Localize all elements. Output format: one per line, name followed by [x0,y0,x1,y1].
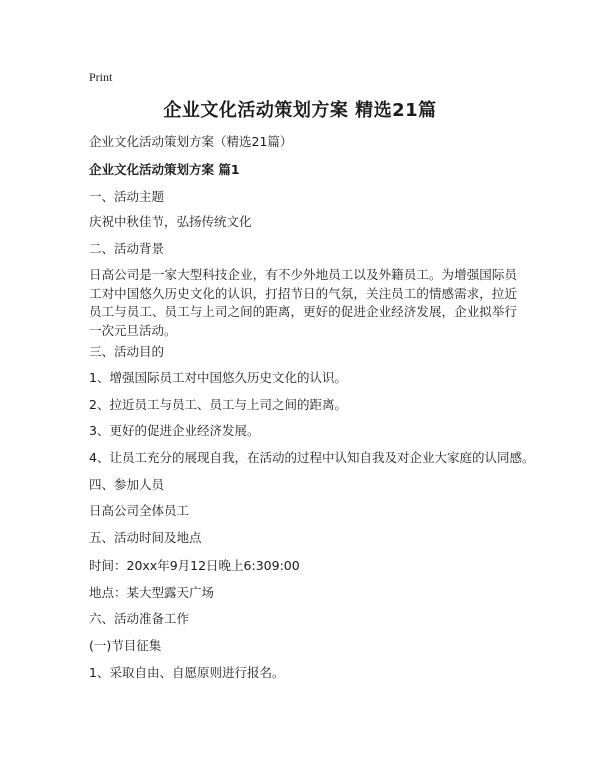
activity-theme-heading: 一、活动主题 [89,189,165,204]
document-subtitle: 企业文化活动策划方案（精选21篇） [89,134,293,149]
activity-purpose-heading: 三、活动目的 [89,344,165,359]
activity-background-text: 日高公司是一家大型科技企业，有不少外地员工以及外籍员工。为增强国际员工对中国悠久历史文化的认识，打招节日的气氛，关注员工的情感需求，拉近员工与员工、员工与上司之间的距离，更好的促进企业经济发展，企业拟举行一次元旦活动。 [89,267,517,338]
document-title: 企业文化活动策划方案 精选21篇 [163,100,437,121]
activity-place: 地点：某大型露天广场 [89,585,215,600]
purpose-item-3: 3、更好的促进企业经济发展。 [89,423,260,438]
participants-text: 日高公司全体员工 [89,503,190,518]
activity-time: 时间：20xx年9月12日晚上6:309:00 [89,558,300,573]
purpose-item-4: 4、让员工充分的展现自我，在活动的过程中认知自我及对企业大家庭的认同感。 [89,450,535,465]
section-heading: 企业文化活动策划方案 篇1 [89,162,240,177]
print-label: Print [89,70,113,84]
program-collection-heading: (一)节目征集 [89,638,162,653]
purpose-item-1: 1、增强国际员工对中国悠久历史文化的认识。 [89,370,347,385]
activity-background-heading: 二、活动背景 [89,241,165,256]
program-collection-item-1: 1、采取自由、自愿原则进行报名。 [89,665,285,680]
activity-theme-text: 庆祝中秋佳节，弘扬传统文化 [89,214,252,229]
time-place-heading: 五、活动时间及地点 [89,530,202,545]
purpose-item-2: 2、拉近员工与员工、员工与上司之间的距离。 [89,397,347,412]
participants-heading: 四、参加人员 [89,477,165,492]
preparation-heading: 六、活动准备工作 [89,611,190,626]
